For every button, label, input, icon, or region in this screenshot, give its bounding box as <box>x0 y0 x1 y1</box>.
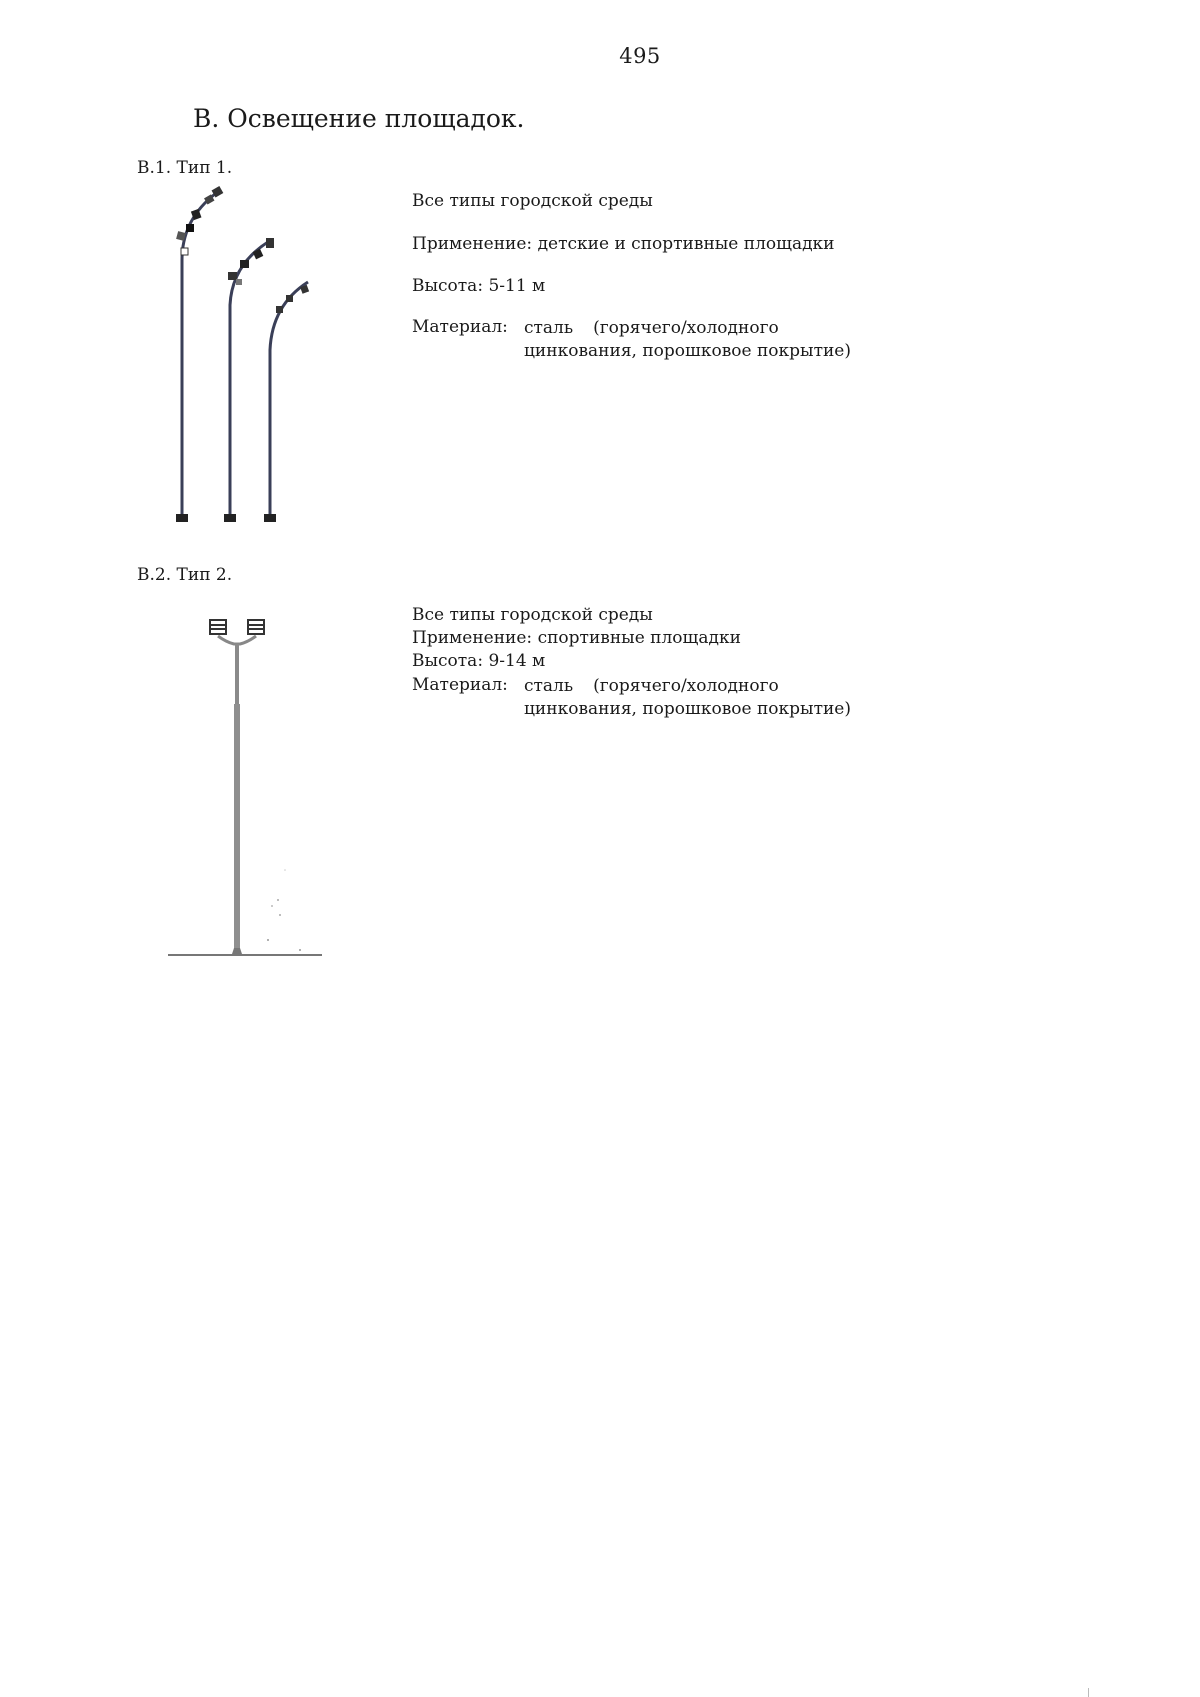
lamp-type-2-illustration <box>160 610 330 960</box>
material-value-part2: (горячего/холодного <box>593 318 779 338</box>
environment-text: Все типы городской среды <box>412 191 653 211</box>
height-text: Высота: 5-11 м <box>412 276 546 296</box>
material-value <box>524 317 851 363</box>
page-edge-mark <box>1088 1688 1089 1697</box>
height-text-b2: Высота: 9-14 м <box>412 651 546 671</box>
page-number: 495 <box>619 44 661 68</box>
material-value-part1: сталь <box>524 318 574 338</box>
subsection-heading-b1: В.1. Тип 1. <box>137 158 233 178</box>
material-row <box>412 317 851 363</box>
material-value-line2: цинкования, порошковое покрытие) <box>524 341 852 361</box>
lamp-type-1-illustration <box>160 180 330 530</box>
material-label: Материал: <box>412 317 508 337</box>
material-row-b2 <box>412 675 851 721</box>
section-title: В. Освещение площадок. <box>193 104 525 133</box>
environment-text-b2: Все типы городской среды <box>412 605 653 625</box>
application-text: Применение: детские и спортивные площадки <box>412 234 835 254</box>
material-value-line2-b2: цинкования, порошковое покрытие) <box>524 699 852 719</box>
application-text-b2: Применение: спортивные площадки <box>412 628 741 648</box>
material-value-b2 <box>524 675 851 721</box>
subsection-heading-b2: В.2. Тип 2. <box>137 565 233 585</box>
material-label-b2: Материал: <box>412 675 508 695</box>
material-value-part2-b2: (горячего/холодного <box>593 676 779 696</box>
material-value-part1-b2: сталь <box>524 676 574 696</box>
